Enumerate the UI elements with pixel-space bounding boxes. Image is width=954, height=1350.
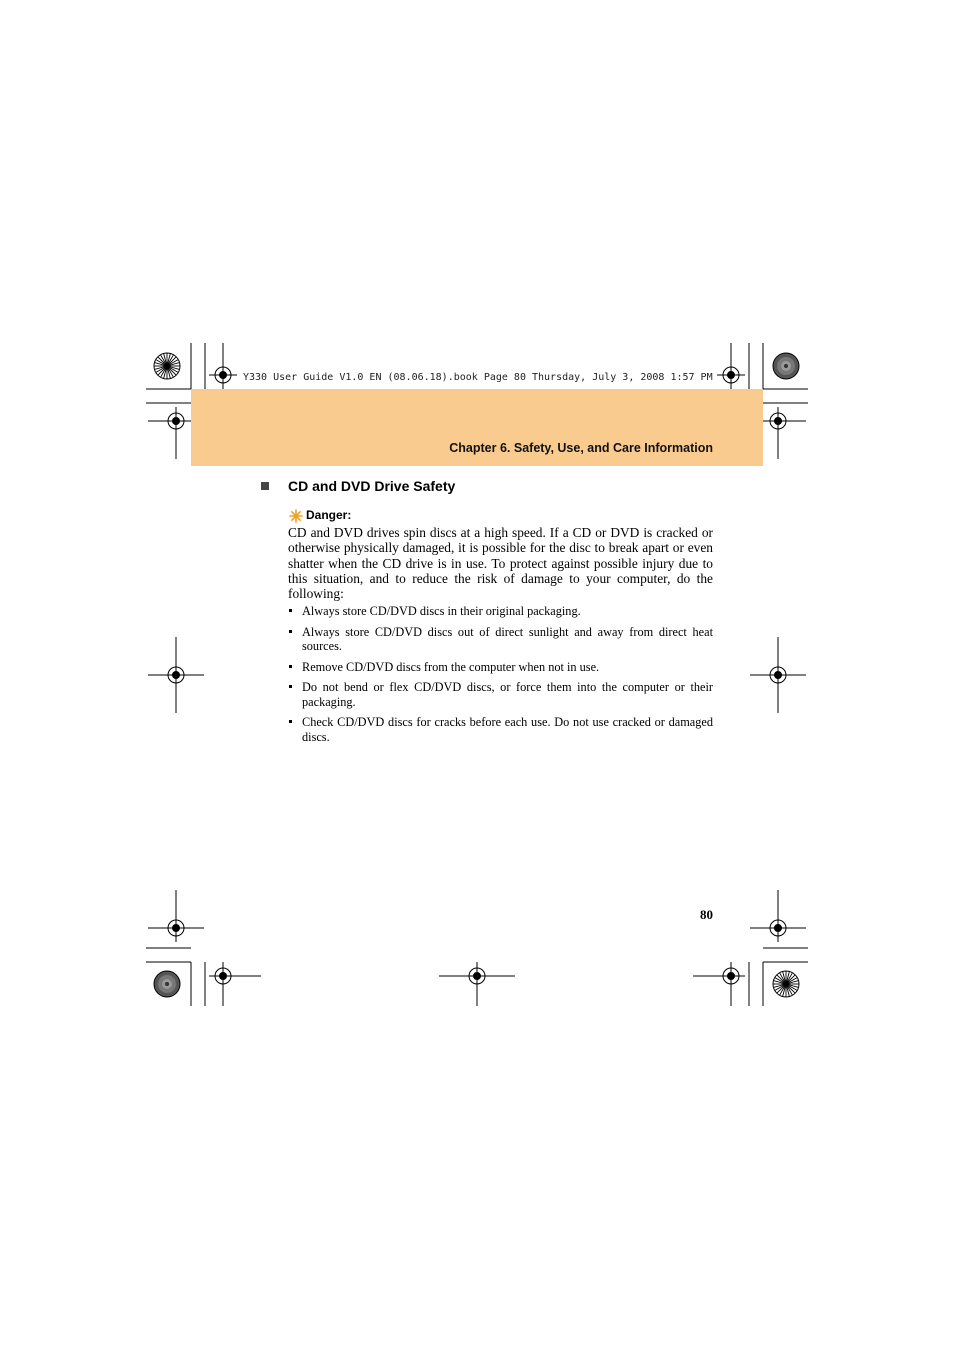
registration-target-icon — [750, 890, 806, 942]
section-title: CD and DVD Drive Safety — [288, 478, 456, 494]
bullet-icon — [289, 720, 292, 723]
list-item — [288, 604, 713, 619]
registration-target-icon — [693, 962, 745, 1006]
registration-target-icon — [439, 962, 515, 1006]
color-register-burst-icon — [154, 353, 180, 379]
bullet-icon — [289, 609, 292, 612]
color-register-burst-icon — [154, 971, 180, 997]
registration-target-icon — [148, 637, 204, 713]
list-item-text: Remove CD/DVD discs from the computer when not in use. — [302, 659, 600, 674]
list-item-text: Always store CD/DVD discs in their original packaging. — [302, 604, 581, 618]
danger-paragraph: CD and DVD drives spin discs at a high speed. If a CD or DVD is cracked or otherwise physically damaged, it is possible for the disc to break apart or even shatter when the CD drive is in use. To protect against possible injury due to this situation, and to reduce the risk of damage to your computer, do the following: — [288, 525, 713, 602]
chapter-title: Chapter 6. Safety, Use, and Care Information — [449, 441, 713, 455]
danger-burst-icon — [289, 509, 303, 523]
registration-target-icon — [148, 890, 204, 942]
list-item — [288, 625, 713, 654]
registration-target-icon — [750, 637, 806, 713]
page-number: 80 — [700, 907, 713, 922]
chapter-header-band — [191, 389, 763, 466]
list-item-text: Always store CD/DVD discs out of direct sunlight and away from direct heat sources. — [302, 624, 713, 653]
bullet-icon — [289, 685, 292, 688]
color-register-burst-icon — [773, 353, 799, 379]
list-item-text: Do not bend or flex CD/DVD discs, or force them into the computer or their packaging. — [302, 680, 713, 709]
production-slug: Y330 User Guide V1.0 EN (08.06.18).book Page 80 Thursday, July 3, 2008 1:57 PM — [243, 372, 713, 383]
bullet-icon — [289, 630, 292, 633]
section-square-icon — [261, 482, 269, 490]
bullet-icon — [289, 665, 292, 668]
list-item — [288, 660, 713, 675]
danger-label: Danger: — [306, 508, 352, 522]
list-item-text: Check CD/DVD discs for cracks before each use. Do not use cracked or damaged discs. — [302, 715, 713, 744]
registration-target-icon — [209, 962, 261, 1006]
color-register-burst-icon — [773, 971, 799, 997]
list-item — [288, 680, 713, 709]
precaution-list — [288, 604, 713, 750]
list-item — [288, 715, 713, 744]
